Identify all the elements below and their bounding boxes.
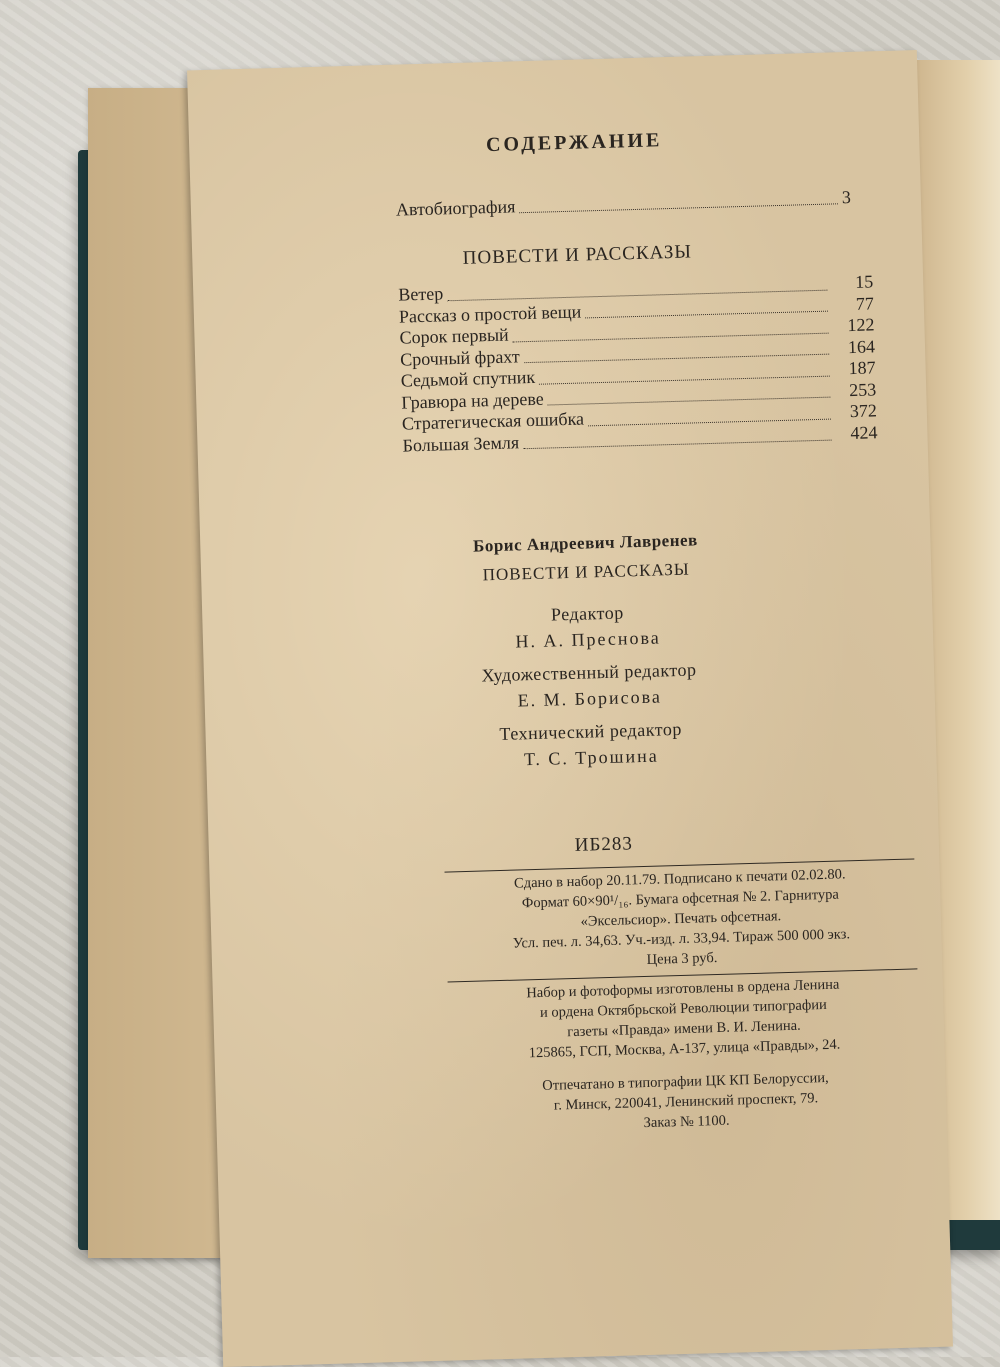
print-line: Цена 3 руб.: [646, 949, 718, 968]
editor-role: Редактор: [550, 602, 625, 625]
toc-page-number: 187: [848, 357, 876, 379]
printer-line: и ордена Октябрьской Революции типографии: [539, 996, 828, 1021]
publication-code: ИБ283: [574, 833, 634, 856]
printer-line: 125865, ГСП, Москва, А-137, улица «Правды», 24.: [528, 1036, 841, 1062]
leader-dots: [520, 202, 839, 213]
toc-story-list: [398, 271, 878, 456]
toc-label: Автобиография: [395, 196, 516, 220]
printed-at-line: Заказ № 1100.: [643, 1112, 730, 1132]
printer-line: Набор и фотоформы изготовлены в ордена Ленина: [526, 976, 840, 1002]
toc-label: Ветер: [398, 283, 444, 305]
contents-page: [187, 50, 953, 1367]
toc-label: Срочный фрахт: [399, 345, 520, 370]
toc-page-number: 122: [847, 314, 875, 336]
printer-details: [448, 972, 920, 1065]
toc-label: Рассказ о простой вещи: [398, 301, 582, 327]
book-title: ПОВЕСТИ И РАССКАЗЫ: [482, 559, 690, 585]
toc-page-number: 77: [855, 292, 875, 314]
toc-page-number: 424: [850, 421, 878, 443]
print-line: «Эксельсиор». Печать офсетная.: [580, 908, 782, 930]
contents-title: СОДЕРЖАНИЕ: [485, 129, 663, 157]
printed-at-line: г. Минск, 220041, Ленинский проспект, 79.: [553, 1090, 819, 1114]
leader-dots: [523, 440, 831, 450]
printer-line: газеты «Правда» имени В. И. Ленина.: [567, 1017, 801, 1041]
toc-label: Гравюра на дереве: [401, 388, 544, 413]
toc-label: Сорок первый: [399, 324, 509, 348]
toc-label: Стратегическая ошибка: [401, 408, 585, 434]
toc-label: Седьмой спутник: [400, 366, 536, 391]
printed-at-line: Отпечатано в типографии ЦК КП Белоруссии,: [542, 1069, 829, 1094]
toc-page-number: 253: [848, 378, 877, 400]
author-name: Борис Андреевич Лавренев: [472, 530, 698, 556]
print-line: Формат 60×90¹/₁₆. Бумага офсетная № 2. Гарнитура: [521, 886, 840, 912]
print-line: Усл. печ. л. 34,63. Уч.-изд. л. 33,94. Тираж 500 000 экз.: [512, 926, 851, 952]
printed-at: [450, 1065, 921, 1138]
toc-page-number: 164: [847, 335, 876, 357]
tech-editor-name: Т. С. Трошина: [523, 745, 659, 770]
art-editor-name: Е. М. Борисова: [517, 686, 663, 711]
art-editor-role: Художественный редактор: [481, 659, 697, 686]
print-line: Сдано в набор 20.11.79. Подписано к печати 02.02.80.: [513, 866, 846, 892]
section-title: ПОВЕСТИ И РАССКАЗЫ: [462, 241, 693, 269]
toc-page-number: 372: [849, 400, 878, 422]
toc-page-number: 3: [841, 186, 852, 208]
print-details: [445, 862, 918, 975]
tech-editor-role: Технический редактор: [499, 718, 683, 744]
toc-page-number: 15: [854, 271, 874, 292]
editor-name: Н. А. Преснова: [515, 627, 661, 652]
toc-label: Большая Земля: [402, 431, 520, 456]
toc-autobiography: [396, 187, 851, 221]
